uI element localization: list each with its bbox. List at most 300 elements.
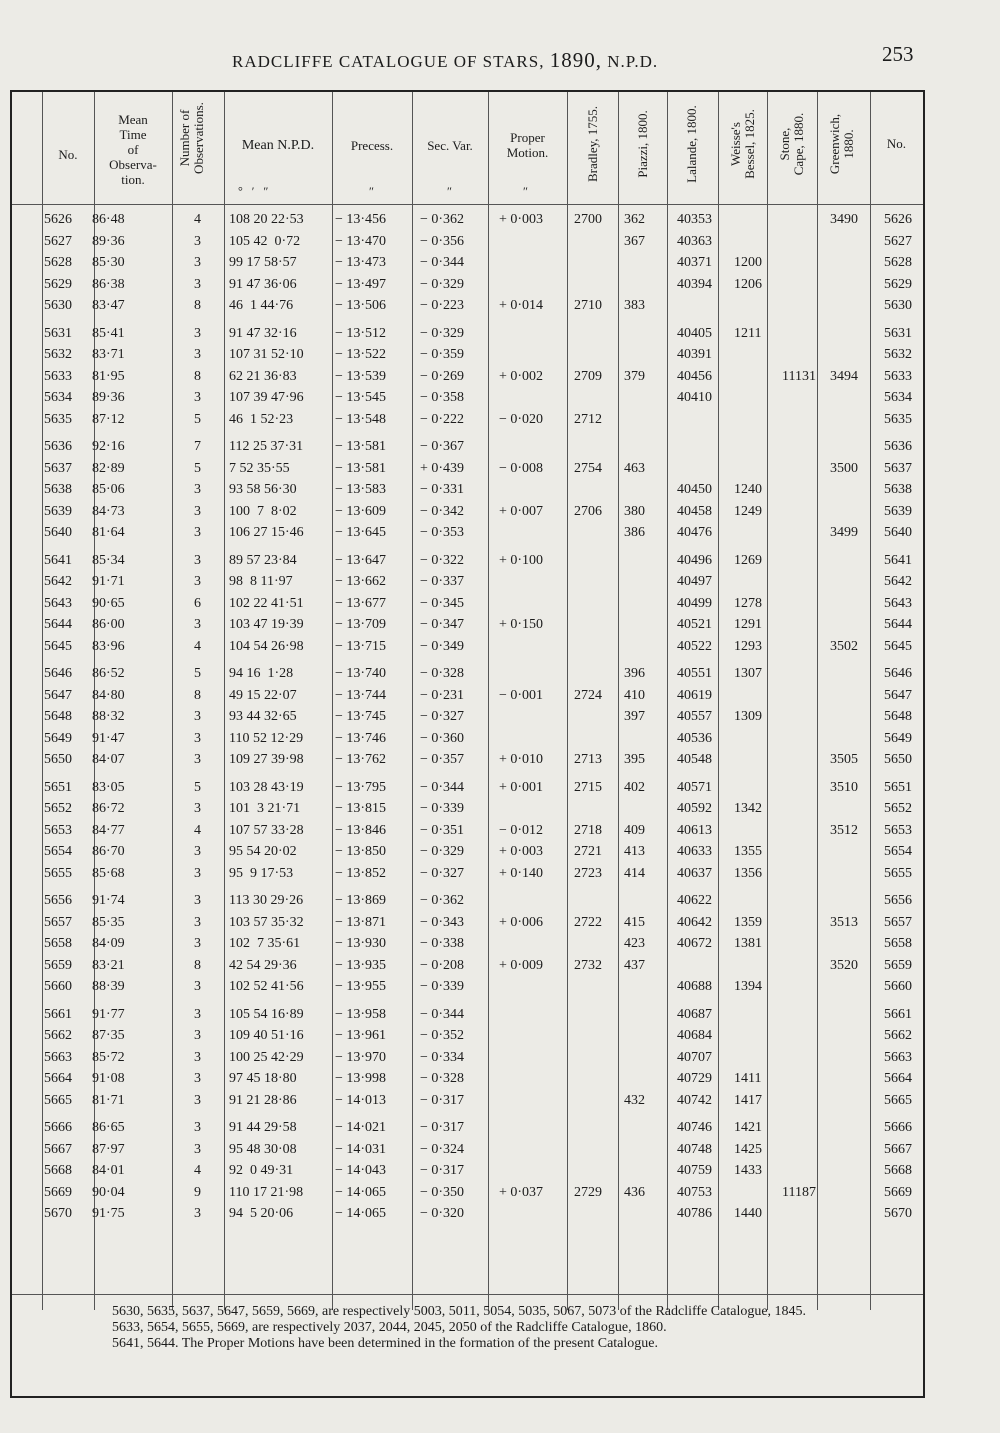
cell-weis: 1307	[734, 666, 762, 681]
cell-no: 5639	[44, 503, 72, 519]
table-row	[12, 844, 923, 867]
cell-prec: − 13·961	[335, 1028, 387, 1043]
cell-no2: 5636	[884, 439, 912, 454]
footnote: 5641, 5644. The Proper Motions have been determined in the formation of the present Catalogue.	[112, 1336, 658, 1351]
cell-pm: + 0·010	[499, 752, 544, 767]
cell-no2: 5644	[884, 617, 912, 632]
cell-no2: 5653	[884, 822, 912, 838]
cell-no2: 5626	[884, 212, 912, 227]
header-bradley: Bradley, 1755.	[585, 105, 600, 183]
cell-time: 84·77	[92, 822, 125, 838]
cell-no: 5667	[44, 1141, 72, 1157]
cell-no2: 5670	[884, 1206, 912, 1221]
cell-npd: 95 48 30·08	[229, 1141, 297, 1157]
cell-prec: − 13·581	[335, 460, 387, 476]
table-row	[12, 936, 923, 959]
cell-npd: 102 7 35·61	[229, 936, 301, 951]
cell-npd: 95 9 17·53	[229, 865, 294, 881]
cell-no2: 5640	[884, 525, 912, 540]
cell-time: 87·97	[92, 1141, 125, 1157]
cell-weis: 1425	[734, 1141, 762, 1157]
cell-weis: 1291	[734, 617, 762, 632]
cell-no: 5658	[44, 936, 72, 951]
cell-time: 84·73	[92, 503, 125, 519]
cell-green: 3502	[830, 638, 858, 654]
cell-prec: − 13·522	[335, 347, 387, 362]
header-number-of-observations: Number of Observations.	[177, 102, 206, 174]
cell-brad: 2700	[574, 212, 602, 227]
cell-npd: 103 57 35·32	[229, 914, 304, 930]
cell-prec: − 13·456	[335, 212, 387, 227]
cell-npd: 91 44 29·58	[229, 1120, 297, 1135]
cell-weis: 1411	[734, 1071, 762, 1086]
cell-no: 5646	[44, 666, 72, 681]
cell-obs: 3	[194, 233, 201, 249]
cell-weis: 1355	[734, 844, 762, 859]
cell-no: 5629	[44, 276, 72, 292]
cell-no2: 5642	[884, 574, 912, 589]
cell-no2: 5645	[884, 638, 912, 654]
cell-no2: 5627	[884, 233, 912, 249]
cell-obs: 3	[194, 390, 201, 405]
cell-time: 83·21	[92, 957, 125, 973]
cell-sec: − 0·357	[420, 752, 465, 767]
cell-npd: 46 1 44·76	[229, 298, 294, 313]
cell-lal: 40497	[677, 574, 712, 589]
cell-time: 92·16	[92, 439, 125, 454]
table-row	[12, 212, 923, 235]
cell-obs: 3	[194, 1071, 201, 1086]
cell-obs: 3	[194, 1206, 201, 1221]
cell-no: 5666	[44, 1120, 72, 1135]
cell-pm: − 0·012	[499, 822, 544, 838]
cell-brad: 2732	[574, 957, 602, 973]
cell-piaz: 395	[624, 752, 645, 767]
cell-no: 5633	[44, 368, 72, 384]
cell-brad: 2710	[574, 298, 602, 313]
cell-npd: 112 25 37·31	[229, 439, 304, 454]
cell-obs: 3	[194, 503, 201, 519]
table-row	[12, 255, 923, 278]
cell-prec: − 14·021	[335, 1120, 387, 1135]
cell-obs: 3	[194, 936, 201, 951]
cell-sec: − 0·317	[420, 1163, 465, 1178]
cell-no2: 5643	[884, 595, 912, 611]
cell-piaz: 397	[624, 709, 645, 724]
header-no-right: No.	[886, 136, 907, 151]
cell-npd: 62 21 36·83	[229, 368, 297, 384]
cell-sec: − 0·362	[420, 893, 465, 908]
cell-time: 85·72	[92, 1049, 125, 1065]
cell-lal: 40642	[677, 914, 712, 930]
cell-obs: 3	[194, 709, 201, 724]
cell-no2: 5661	[884, 1006, 912, 1022]
cell-weis: 1240	[734, 482, 762, 497]
cell-prec: − 13·715	[335, 638, 387, 654]
cell-lal: 40684	[677, 1028, 712, 1043]
cell-obs: 6	[194, 595, 201, 611]
cell-obs: 7	[194, 439, 201, 454]
cell-sec: − 0·208	[420, 957, 465, 973]
header-mean-npd: Mean N.P.D.	[241, 138, 315, 153]
cell-lal: 40394	[677, 276, 712, 292]
cell-obs: 3	[194, 617, 201, 632]
cell-time: 89·36	[92, 233, 125, 249]
cell-piaz: 413	[624, 844, 645, 859]
cell-prec: − 13·958	[335, 1006, 387, 1022]
cell-obs: 3	[194, 325, 201, 341]
cell-green: 3520	[830, 957, 858, 973]
cell-time: 82·89	[92, 460, 125, 476]
cell-npd: 101 3 21·71	[229, 801, 301, 816]
cell-lal: 40499	[677, 595, 712, 611]
cell-sec: − 0·327	[420, 709, 465, 724]
cell-no: 5670	[44, 1206, 72, 1221]
table-row	[12, 979, 923, 1002]
cell-time: 86·00	[92, 617, 125, 632]
cell-no2: 5660	[884, 979, 912, 994]
cell-obs: 4	[194, 212, 201, 227]
cell-npd: 108 20 22·53	[229, 212, 304, 227]
table-row	[12, 893, 923, 916]
cell-piaz: 379	[624, 368, 645, 384]
cell-piaz: 362	[624, 212, 645, 227]
cell-no: 5636	[44, 439, 72, 454]
cell-npd: 100 25 42·29	[229, 1049, 304, 1065]
cell-sec: − 0·331	[420, 482, 465, 497]
cell-obs: 5	[194, 666, 201, 681]
cell-obs: 5	[194, 460, 201, 476]
cell-no: 5637	[44, 460, 72, 476]
cell-lal: 40410	[677, 390, 712, 405]
cell-lal: 40748	[677, 1141, 712, 1157]
cell-no: 5649	[44, 730, 72, 746]
cell-prec: − 13·762	[335, 752, 387, 767]
cell-lal: 40707	[677, 1049, 712, 1065]
cell-weis: 1211	[734, 325, 762, 341]
cell-no: 5634	[44, 390, 72, 405]
table-row	[12, 277, 923, 300]
cell-obs: 4	[194, 1163, 201, 1178]
cell-lal: 40753	[677, 1184, 712, 1200]
cell-sec: − 0·347	[420, 617, 465, 632]
cell-no: 5635	[44, 411, 72, 427]
cell-no2: 5652	[884, 801, 912, 816]
cell-npd: 93 44 32·65	[229, 709, 297, 724]
cell-piaz: 437	[624, 957, 645, 973]
cell-piaz: 396	[624, 666, 645, 681]
running-title	[232, 48, 658, 73]
cell-prec: − 13·506	[335, 298, 387, 313]
table-row	[12, 482, 923, 505]
cell-prec: − 13·970	[335, 1049, 387, 1065]
cell-obs: 8	[194, 368, 201, 384]
cell-time: 83·05	[92, 779, 125, 795]
cell-weis: 1417	[734, 1092, 762, 1108]
cell-sec: − 0·349	[420, 638, 465, 654]
cell-lal: 40391	[677, 347, 712, 362]
cell-no: 5641	[44, 552, 72, 568]
cell-lal: 40786	[677, 1206, 712, 1221]
cell-sec: − 0·317	[420, 1092, 465, 1108]
cell-brad: 2722	[574, 914, 602, 930]
cell-lal: 40371	[677, 255, 712, 270]
cell-lal: 40759	[677, 1163, 712, 1178]
footnote: 5633, 5654, 5655, 5669, are respectively 2037, 2044, 2045, 2050 of the Radcliffe Catalogue, 1860.	[112, 1320, 667, 1335]
cell-prec: − 13·744	[335, 687, 387, 703]
cell-no2: 5659	[884, 957, 912, 973]
cell-prec: − 13·497	[335, 276, 387, 292]
cell-pm: + 0·009	[499, 957, 544, 973]
cell-sec: − 0·269	[420, 368, 465, 384]
cell-lal: 40637	[677, 865, 712, 881]
cell-brad: 2706	[574, 503, 602, 519]
header-no: No.	[58, 147, 78, 162]
cell-green: 3490	[830, 212, 858, 227]
header-mean-time: Mean Time of Observa- tion.	[109, 112, 157, 187]
cell-obs: 8	[194, 687, 201, 703]
cell-piaz: 423	[624, 936, 645, 951]
cell-prec: − 13·512	[335, 325, 387, 341]
table-row	[12, 1163, 923, 1186]
cell-time: 85·06	[92, 482, 125, 497]
cell-sec: − 0·353	[420, 525, 465, 540]
table-row	[12, 1093, 923, 1116]
cell-lal: 40476	[677, 525, 712, 540]
page-number: 253	[882, 42, 914, 66]
footnote: 5630, 5635, 5637, 5647, 5659, 5669, are respectively 5003, 5011, 5054, 5035, 5067, 5073 of the Radcliffe Catalogue, 1845.	[112, 1304, 807, 1319]
cell-sec: − 0·223	[420, 298, 465, 313]
cell-time: 83·96	[92, 638, 125, 654]
cell-weis: 1381	[734, 936, 762, 951]
cell-obs: 3	[194, 276, 201, 292]
table-row	[12, 731, 923, 754]
cell-time: 86·52	[92, 666, 125, 681]
cell-prec: − 13·815	[335, 801, 387, 816]
cell-no: 5640	[44, 525, 72, 540]
cell-npd: 104 54 26·98	[229, 638, 304, 654]
cell-obs: 3	[194, 801, 201, 816]
cell-npd: 107 57 33·28	[229, 822, 304, 838]
cell-no2: 5628	[884, 255, 912, 270]
cell-time: 91·47	[92, 730, 125, 746]
table-row	[12, 326, 923, 349]
cell-npd: 94 16 1·28	[229, 666, 294, 681]
cell-sec: − 0·317	[420, 1120, 465, 1135]
cell-no2: 5668	[884, 1163, 912, 1178]
cell-pm: + 0·037	[499, 1184, 544, 1200]
cell-time: 84·80	[92, 687, 125, 703]
cell-no2: 5639	[884, 503, 912, 519]
cell-sec: − 0·344	[420, 1006, 465, 1022]
table-row	[12, 752, 923, 775]
cell-piaz: 410	[624, 687, 645, 703]
cell-time: 87·12	[92, 411, 125, 427]
cell-no: 5654	[44, 844, 72, 859]
cell-obs: 4	[194, 638, 201, 654]
cell-lal: 40548	[677, 752, 712, 767]
cell-sec: − 0·360	[420, 730, 465, 746]
cell-sec: − 0·329	[420, 325, 465, 341]
cell-lal: 40456	[677, 368, 712, 384]
cell-time: 89·36	[92, 390, 125, 405]
header-greenwich: Greenwich, 1880.	[827, 113, 856, 175]
cell-no2: 5641	[884, 552, 912, 568]
cell-sec: − 0·329	[420, 844, 465, 859]
cell-obs: 3	[194, 552, 201, 568]
cell-pm: − 0·001	[499, 687, 544, 703]
cell-lal: 40592	[677, 801, 712, 816]
footer-rule	[12, 1294, 923, 1295]
cell-time: 83·71	[92, 347, 125, 362]
cell-lal: 40571	[677, 779, 712, 795]
cell-obs: 3	[194, 1120, 201, 1135]
cell-no2: 5669	[884, 1184, 912, 1200]
cell-prec: − 13·609	[335, 503, 387, 519]
table-row	[12, 1142, 923, 1165]
cell-no: 5668	[44, 1163, 72, 1178]
cell-lal: 40363	[677, 233, 712, 249]
cell-npd: 110 17 21·98	[229, 1184, 304, 1200]
cell-no2: 5648	[884, 709, 912, 724]
cell-no: 5630	[44, 298, 72, 313]
cell-time: 85·30	[92, 255, 125, 270]
cell-time: 88·32	[92, 709, 125, 724]
cell-green: 3513	[830, 914, 858, 930]
cell-no: 5627	[44, 233, 72, 249]
cell-piaz: 432	[624, 1092, 645, 1108]
cell-time: 81·71	[92, 1092, 125, 1108]
cell-npd: 42 54 29·36	[229, 957, 297, 973]
cell-obs: 3	[194, 914, 201, 930]
cell-obs: 3	[194, 574, 201, 589]
cell-npd: 91 47 36·06	[229, 276, 297, 292]
cell-weis: 1200	[734, 255, 762, 270]
cell-no2: 5667	[884, 1141, 912, 1157]
table-row	[12, 688, 923, 711]
cell-green: 3500	[830, 460, 858, 476]
table-row	[12, 369, 923, 392]
cell-prec: − 13·746	[335, 730, 387, 746]
cell-npd: 102 22 41·51	[229, 595, 304, 611]
cell-no: 5643	[44, 595, 72, 611]
cell-sec: − 0·324	[420, 1141, 465, 1157]
table-row	[12, 915, 923, 938]
cell-no: 5626	[44, 212, 72, 227]
cell-no: 5628	[44, 255, 72, 270]
cell-npd: 93 58 56·30	[229, 482, 297, 497]
cell-piaz: 367	[624, 233, 645, 249]
table-row	[12, 801, 923, 824]
cell-npd: 49 15 22·07	[229, 687, 297, 703]
cell-lal: 40522	[677, 638, 712, 654]
cell-lal: 40688	[677, 979, 712, 994]
cell-piaz: 402	[624, 779, 645, 795]
header-rule	[12, 204, 923, 205]
cell-time: 84·01	[92, 1163, 125, 1178]
cell-sec: − 0·362	[420, 212, 465, 227]
cell-time: 85·68	[92, 865, 125, 881]
cell-time: 85·35	[92, 914, 125, 930]
cell-npd: 109 27 39·98	[229, 752, 304, 767]
cell-brad: 2754	[574, 460, 602, 476]
table-row	[12, 1185, 923, 1208]
cell-no: 5659	[44, 957, 72, 973]
cell-lal: 40633	[677, 844, 712, 859]
cell-lal: 40746	[677, 1120, 712, 1135]
cell-prec: − 14·065	[335, 1206, 387, 1221]
cell-time: 91·74	[92, 893, 125, 908]
cell-piaz: 415	[624, 914, 645, 930]
cell-no2: 5632	[884, 347, 912, 362]
cell-npd: 103 28 43·19	[229, 779, 304, 795]
header-precess-unit: ″	[369, 184, 374, 198]
cell-obs: 3	[194, 1092, 201, 1108]
cell-npd: 98 8 11·97	[229, 574, 293, 589]
cell-sec: − 0·359	[420, 347, 465, 362]
cell-prec: − 14·065	[335, 1184, 387, 1200]
cell-sec: − 0·356	[420, 233, 465, 249]
header-piazzi: Piazzi, 1800.	[635, 110, 650, 178]
cell-weis: 1394	[734, 979, 762, 994]
cell-no2: 5657	[884, 914, 912, 930]
cell-npd: 107 31 52·10	[229, 347, 304, 362]
cell-npd: 113 30 29·26	[229, 893, 304, 908]
cell-weis: 1440	[734, 1206, 762, 1221]
catalogue-table	[10, 90, 925, 1398]
cell-green: 3512	[830, 822, 858, 838]
cell-pm: + 0·006	[499, 914, 544, 930]
cell-prec: − 13·548	[335, 411, 387, 427]
cell-time: 85·41	[92, 325, 125, 341]
cell-prec: − 13·852	[335, 865, 387, 881]
cell-prec: − 13·647	[335, 552, 387, 568]
cell-sec: − 0·352	[420, 1028, 465, 1043]
cell-no: 5648	[44, 709, 72, 724]
cell-no2: 5631	[884, 325, 912, 341]
cell-no2: 5666	[884, 1120, 912, 1135]
cell-stone: 11131	[782, 368, 816, 384]
cell-lal: 40672	[677, 936, 712, 951]
cell-weis: 1433	[734, 1163, 762, 1178]
cell-pm: + 0·002	[499, 368, 544, 384]
table-row	[12, 390, 923, 413]
header-sec-var-unit: ″	[447, 184, 452, 198]
cell-lal: 40405	[677, 325, 712, 341]
cell-sec: − 0·344	[420, 255, 465, 270]
cell-no2: 5633	[884, 368, 912, 384]
cell-sec: − 0·328	[420, 1071, 465, 1086]
cell-obs: 3	[194, 347, 201, 362]
running-title-year: 1890,	[549, 48, 602, 72]
cell-npd: 91 47 32·16	[229, 325, 297, 341]
table-row	[12, 1007, 923, 1030]
cell-sec: − 0·345	[420, 595, 465, 611]
table-row	[12, 1206, 923, 1229]
cell-weis: 1342	[734, 801, 762, 816]
cell-piaz: 409	[624, 822, 645, 838]
cell-sec: − 0·222	[420, 411, 465, 427]
cell-prec: − 13·470	[335, 233, 387, 249]
cell-sec: − 0·231	[420, 687, 465, 703]
cell-prec: − 14·013	[335, 1092, 387, 1108]
cell-prec: − 13·473	[335, 255, 387, 270]
cell-pm: + 0·003	[499, 212, 544, 227]
cell-no: 5655	[44, 865, 72, 881]
cell-lal: 40687	[677, 1006, 712, 1022]
cell-time: 83·47	[92, 298, 125, 313]
cell-time: 91·71	[92, 574, 125, 589]
